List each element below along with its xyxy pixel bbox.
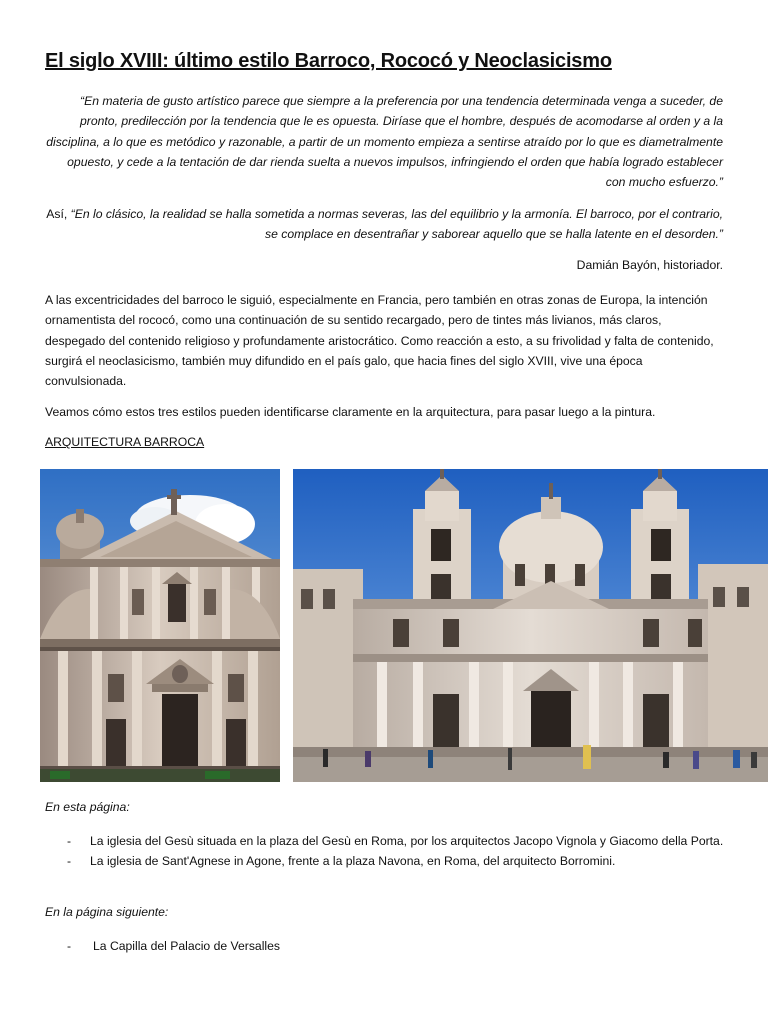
list-item xyxy=(45,831,725,851)
list-item xyxy=(45,851,725,871)
list-item-text: La iglesia de Sant'Agnese in Agone, frente a la plaza Navona, en Roma, del arquitecto Borromini. xyxy=(90,854,616,869)
body-paragraph-2: Veamos cómo estos tres estilos pueden identificarse claramente en la arquitectura, para pasar luego a la pintura. xyxy=(45,405,656,419)
quote-text: “En lo clásico, la realidad se halla sometida a normas severas, las del equilibrio y la armonía. El barroco, por el contrario, se complace en desentrañar y saborear aquello que se halla latente en el desorden.” xyxy=(70,207,723,242)
quote-paragraph-2 xyxy=(45,204,723,245)
gesu-church-photo xyxy=(40,469,280,782)
list-dash: - xyxy=(67,939,72,953)
list-item-text: La Capilla del Palacio de Versalles xyxy=(93,939,280,953)
section-heading: ARQUITECTURA BARROCA xyxy=(45,435,205,449)
list-dash: - xyxy=(67,854,72,869)
on-this-page-list xyxy=(45,831,725,872)
list-dash: - xyxy=(67,834,72,848)
next-page-list xyxy=(45,936,725,956)
on-this-page-label: En esta página: xyxy=(45,800,130,814)
body-paragraph: A las excentricidades del barroco le siguió, especialmente en Francia, pero también en otras zonas de Europa, la intención ornamentista del rococó, como una continuación de su sentido recargado, pero de tintes más livianos, más claros, despegado del contenido religioso y profundamente aristocrático. Como reacción a esto, a su frivolidad y falta de contenido, surgirá el neoclasicismo, también muy difundido en el país galo, que hacia fines del siglo XVIII, vive una época convulsionada. xyxy=(45,293,714,389)
list-item xyxy=(45,936,725,956)
sant-agnese-photo xyxy=(293,469,768,782)
next-page-label: En la página siguiente: xyxy=(45,905,169,919)
quote-prefix: Así, xyxy=(46,207,71,221)
list-item-text: La iglesia del Gesù situada en la plaza del Gesù en Roma, por los arquitectos Jacopo Vignola y Giacomo della Porta. xyxy=(90,834,724,848)
quote-author: Damián Bayón, historiador. xyxy=(576,258,723,272)
quote-paragraph: “En materia de gusto artístico parece que siempre a la preferencia por una tendencia determinada venga a suceder, de pronto, predilección por la tendencia que le es opuesta. Diríase que el hombre, después de acomodarse al orden y a la disciplina, a lo que es metódico y razonable, a partir de un momento empieza a sentirse atraído por lo que es diametralmente opuesto, y cede a la tentación de dar rienda suelta a nuevos impulsos, infringiendo el orden que había logrado establecer con mucho esfuerzo.” xyxy=(46,94,723,190)
page-title: El siglo XVIII: último estilo Barroco, Rococó y Neoclasicismo xyxy=(45,50,612,72)
